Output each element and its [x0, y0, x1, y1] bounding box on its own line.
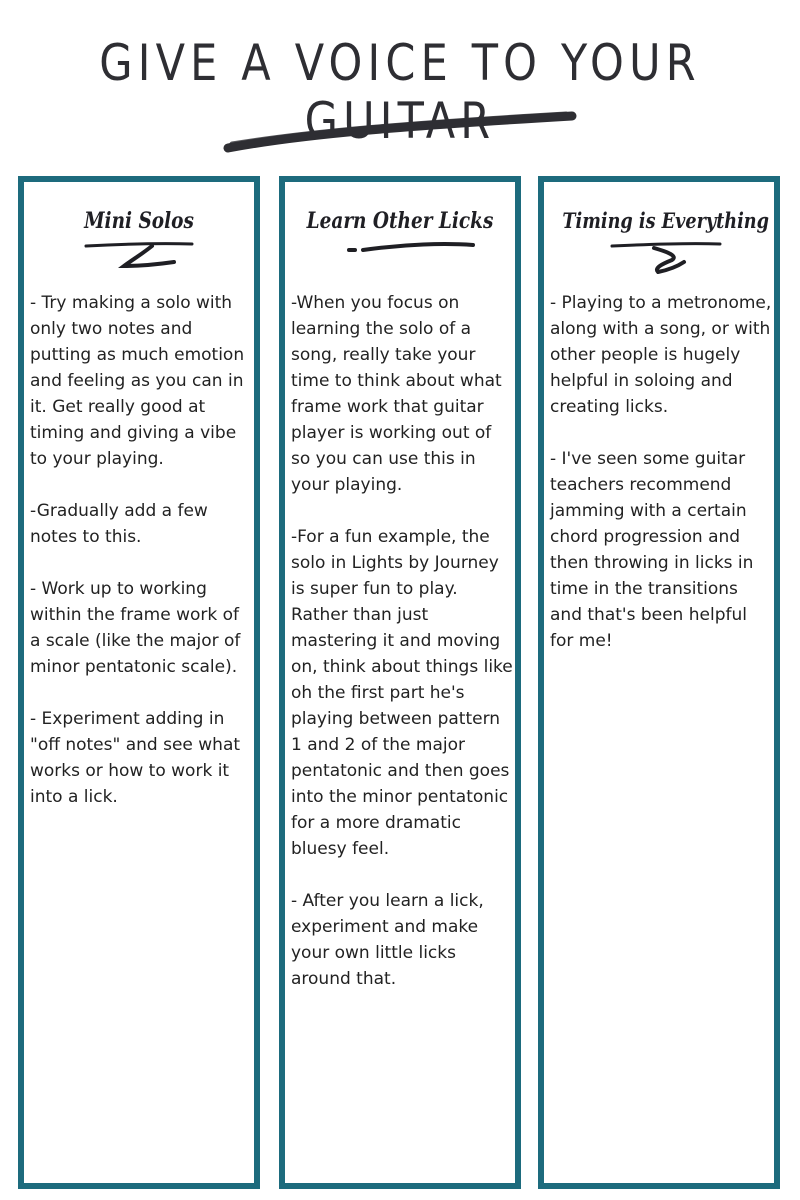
- column-timing-is-everything: [538, 176, 780, 1189]
- paragraph: -When you focus on learning the solo of a song, really take your time to think about what frame work that guitar player is working out of so you can use this in your playing.: [291, 293, 502, 495]
- column-body: [30, 290, 252, 836]
- column-mini-solos: [18, 176, 260, 1189]
- paragraph: - Work up to working within the frame work of a scale (like the major of minor pentatonic scale).: [30, 579, 241, 677]
- paragraph: - Experiment adding in "off notes" and see what works or how to work it into a lick.: [30, 709, 241, 807]
- page-title: GIVE A VOICE TO YOUR GUITAR: [99, 34, 701, 150]
- heading-scribble: [24, 240, 254, 274]
- title-brush-stroke: [222, 104, 582, 154]
- column-heading: Timing is Everything: [562, 208, 769, 233]
- heading-scribble: [544, 240, 774, 274]
- column-body: [550, 290, 772, 680]
- paragraph: - I've seen some guitar teachers recommend jamming with a certain chord progression and then throwing in licks in time in the transitions and that's been helpful for me!: [550, 449, 754, 651]
- paragraph: - Playing to a metronome, along with a song, or with other people is hugely helpful in soloing and creating licks.: [550, 293, 772, 417]
- paragraph: - Try making a solo with only two notes and putting as much emotion and feeling as you can in it. Get really good at timing and giving a vibe to your playing.: [30, 293, 245, 469]
- column-learn-other-licks: [279, 176, 521, 1189]
- paragraph: -For a fun example, the solo in Lights by Journey is super fun to play. Rather than just mastering it and moving on, think about things like oh the first part he's playing between pattern 1 and 2 of the major pentatonic and then goes into the minor pentatonic for a more dramatic bluesy feel.: [291, 527, 513, 859]
- column-body: [291, 290, 513, 1018]
- paragraph: - After you learn a lick, experiment and make your own little licks around that.: [291, 891, 484, 989]
- paragraph: -Gradually add a few notes to this.: [30, 501, 208, 547]
- column-heading: Learn Other Licks: [306, 208, 494, 234]
- heading-scribble: [285, 240, 515, 274]
- column-heading: Mini Solos: [84, 208, 194, 234]
